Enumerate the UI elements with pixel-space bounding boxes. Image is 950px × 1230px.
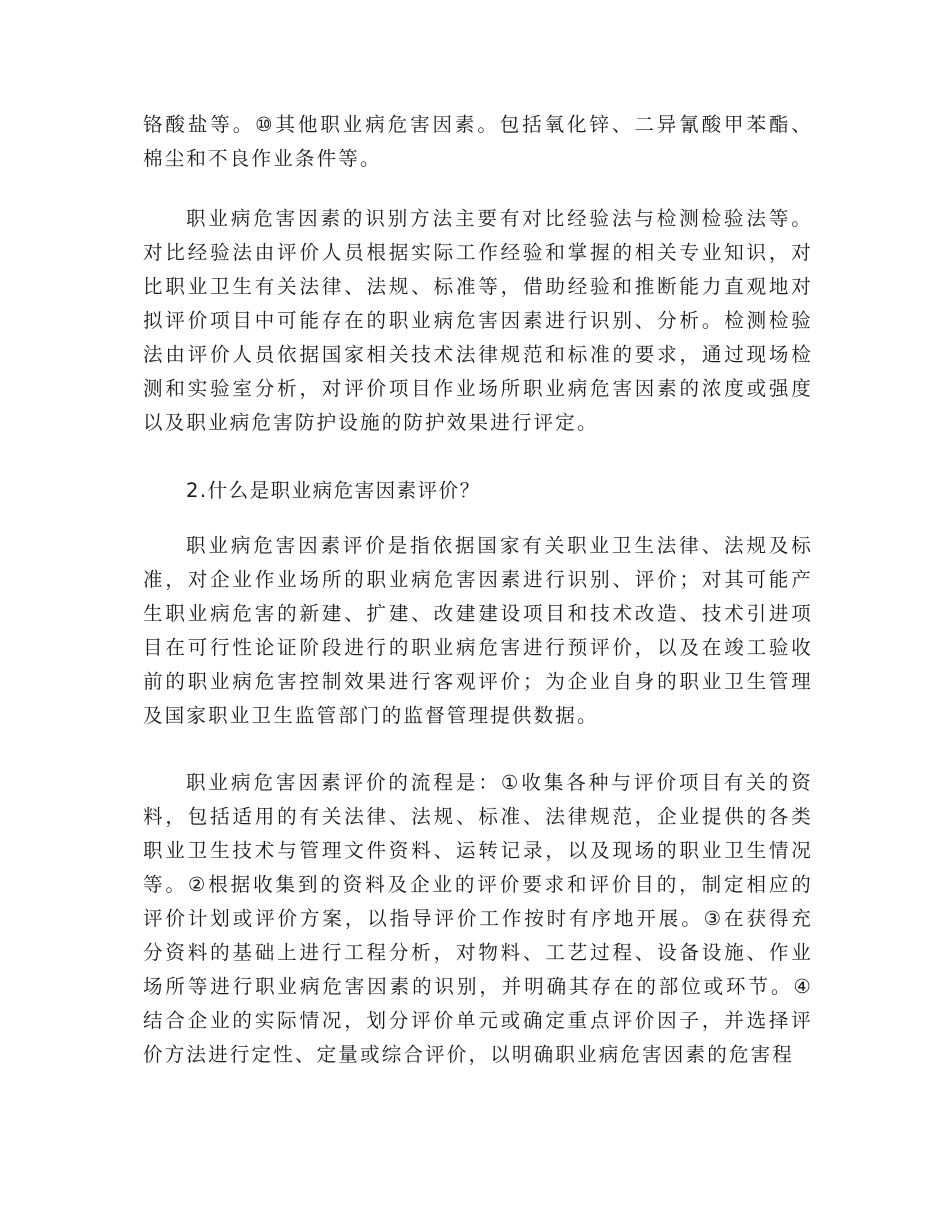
paragraph-evaluation-process: 职业病危害因素评价的流程是：①收集各种与评价项目有关的资料，包括适用的有关法律、法规、标准、法律规范，企业提供的各类职业卫生技术与管理文件资料、运转记录，以及现场的职业卫生情况等。②根据收集到的资料及企业的评价要求和评价目的，制定相应的评价计划或评价方案，以指导评价工作按时有序地开展。③在获得充分资料的基础上进行工程分析，对物料、工艺过程、设备设施、作业场所等进行职业病危害因素的识别，并明确其存在的部位或环节。④结合企业的实际情况，划分评价单元或确定重点评价因子，并选择评价方法进行定性、定量或综合评价，以明确职业病危害因素的危害程 xyxy=(143,771,813,1066)
paragraph-identification-methods: 职业病危害因素的识别方法主要有对比经验法与检测检验法等。对比经验法由评价人员根据实际工作经验和掌握的相关专业知识，对比职业卫生有关法律、法规、标准等，借助经验和推断能力直观地对拟评价项目中可能存在的职业病危害因素进行识别、分析。检测检验法由评价人员依据国家相关技术法律规范和标准的要求，通过现场检测和实验室分析，对评价项目作业场所职业病危害因素的浓度或强度以及职业病危害防护设施的防护效果进行评定。 xyxy=(143,207,813,434)
paragraph-evaluation-definition: 职业病危害因素评价是指依据国家有关职业卫生法律、法规及标准，对企业作业场所的职业病危害因素进行识别、评价；对其可能产生职业病危害的新建、扩建、改建建设项目和技术改造、技术引进项目在可行性论证阶段进行的职业病危害进行预评价，以及在竣工验收前的职业病危害控制效果进行客观评价；为企业自身的职业卫生管理及国家职业卫生监管部门的监督管理提供数据。 xyxy=(143,534,813,727)
paragraph-continuation: 铬酸盐等。⑩其他职业病危害因素。包括氧化锌、二异氰酸甲苯酯、棉尘和不良作业条件等。 xyxy=(143,113,813,170)
section-heading: 2.什么是职业病危害因素评价？ xyxy=(186,479,481,502)
